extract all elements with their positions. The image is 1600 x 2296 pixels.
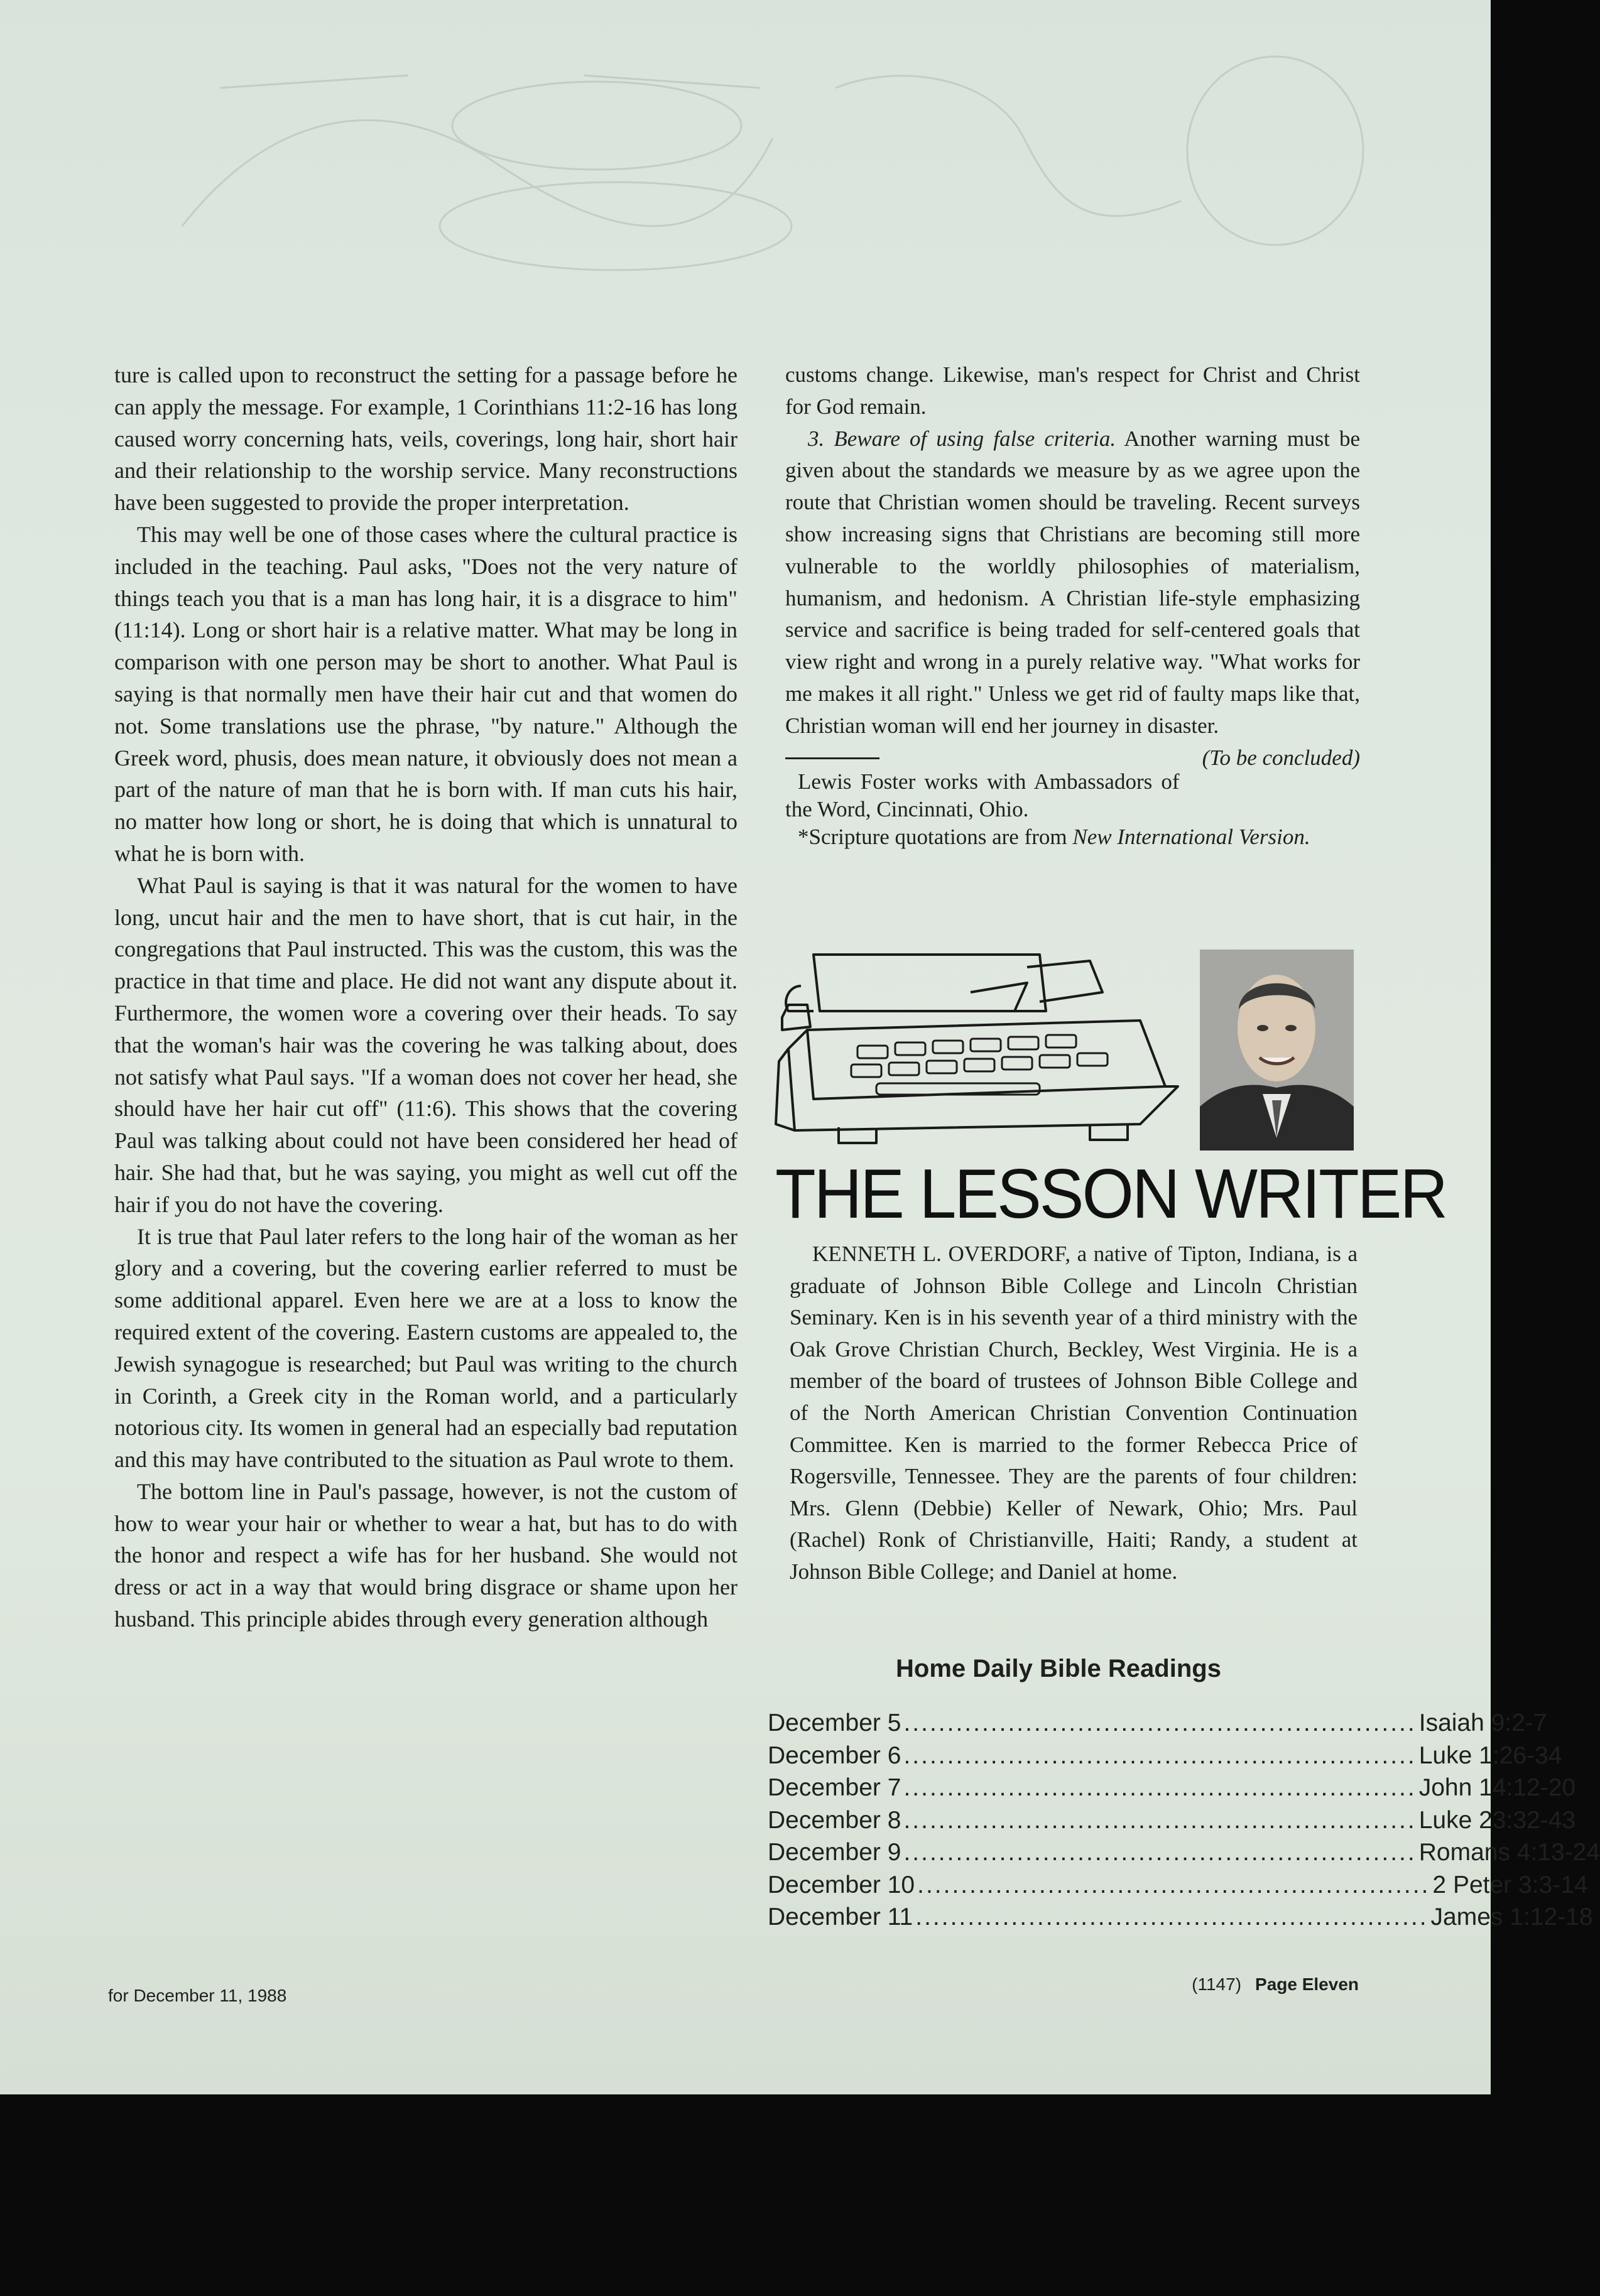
readings-list bbox=[768, 1707, 1600, 1934]
article-paragraph: ture is called upon to reconstruct the setting for a passage before he can apply the message. For example, 1 Corinthians 11:2-16 has long caused worry concerning hats, veils, coverings, long hair, short hair and their relationship to the worship service. Many reconstructions have been suggested to provide the proper interpretation. bbox=[114, 362, 737, 516]
article-paragraph: customs change. Likewise, man's respect for Christ and Christ for God remain. bbox=[785, 362, 1360, 419]
reading-date: December 11 bbox=[768, 1903, 913, 1930]
reading-row bbox=[768, 1869, 1588, 1902]
reading-date: December 9 bbox=[768, 1839, 901, 1866]
reading-date: December 5 bbox=[768, 1709, 901, 1736]
typewriter-illustration bbox=[763, 942, 1197, 1156]
dot-leader: ........................................................... bbox=[903, 1774, 1417, 1801]
footer-page-label: Page Eleven bbox=[1255, 1974, 1359, 1994]
dot-leader: ........................................................... bbox=[903, 1741, 1417, 1769]
dot-leader: ........................................................... bbox=[903, 1839, 1417, 1866]
reading-row bbox=[768, 1901, 1593, 1934]
reading-reference: Romans 4:13-24 bbox=[1418, 1839, 1600, 1866]
dot-leader: ........................................................... bbox=[903, 1806, 1417, 1834]
scripture-note bbox=[785, 823, 1360, 851]
article-paragraph: The bottom line in Paul's passage, however, is not the custom of how to wear your hair or whether to wear a hat, but has to do with the honor and respect a wife has for her husband. She would not dress or act in a way that would bring disgrace or shame upon her husband. This principle abides through every generation although bbox=[114, 1478, 737, 1632]
reading-reference: Luke 1:26-34 bbox=[1418, 1741, 1562, 1769]
endnote-divider bbox=[785, 757, 879, 759]
reading-reference: 2 Peter 3:3-14 bbox=[1432, 1871, 1588, 1898]
footer-running-number: (1147) bbox=[1192, 1974, 1242, 1994]
reading-date: December 7 bbox=[768, 1774, 901, 1801]
lesson-writer-headline: THE LESSON WRITER bbox=[775, 1155, 1447, 1233]
reading-row bbox=[768, 1707, 1547, 1740]
reading-row bbox=[768, 1836, 1600, 1869]
reading-reference: James 1:12-18 bbox=[1430, 1903, 1593, 1930]
dot-leader: ........................................................... bbox=[917, 1871, 1430, 1898]
article-paragraph bbox=[785, 423, 1360, 770]
reading-reference: Isaiah 9:2-7 bbox=[1418, 1709, 1547, 1736]
footer-issue-date: for December 11, 1988 bbox=[108, 1986, 287, 2005]
author-note: Lewis Foster works with Ambassadors of the Word, Cincinnati, Ohio. bbox=[785, 769, 1180, 821]
footer-page-number bbox=[1192, 1974, 1359, 1995]
reading-reference: Luke 23:32-43 bbox=[1418, 1806, 1576, 1834]
lesson-writer-bio: KENNETH L. OVERDORF, a native of Tipton, Indiana, is a graduate of Johnson Bible College and Lincoln Christian Seminary. Ken is in his seventh year of a third ministry with the Oak Grove Christian Church, Beckley, West Virginia. He is a member of the board of trustees of Johnson Bible College and of the North American Christian Convention Continuation Committee. Ken is married to the former Rebecca Price of Rogersville, Tennessee. They are the parents of four children: Mrs. Glenn (Debbie) Keller of Newark, Ohio; Mrs. Paul (Rachel) Ronk of Christianville, Haiti; Randy, a student at Johnson Bible College; and Daniel at home. bbox=[790, 1242, 1358, 1584]
to-be-concluded-note: (To be concluded) bbox=[1202, 745, 1360, 770]
article-paragraph: What Paul is saying is that it was natural for the women to have long, uncut hair and the men to have short, that is cut hair, in the congregations that Paul instructed. This was the custom, this was the practice in that time and place. He did not want any dispute about it. Furthermore, the women wore a covering over their heads. To say that the woman's hair was the covering he was talking about, does not satisfy what Paul says. "If a woman does not cover her head, she should have her hair cut off" (11:6). This shows that the covering Paul was talking about could not have been considered her head of hair. She had that, but he was saying, you might as well cut off the hair if you do not have the covering. bbox=[114, 872, 737, 1217]
scripture-note-version: New International Version. bbox=[1072, 824, 1310, 849]
article-paragraph: It is true that Paul later refers to the long hair of the woman as her glory and a covering, but the covering earlier referred to must be some additional apparel. Even here we are at a loss to know the required extent of the covering. Eastern customs are appealed to, the Jewish synagogue is researched; but Paul was writing to the church in Corinth, a Greek city in the Roman world, and a particularly notorious city. Its women in general had an especially bad reputation and this may have contributed to the situation as Paul wrote to them. bbox=[114, 1223, 737, 1473]
reading-date: December 10 bbox=[768, 1871, 915, 1898]
reading-row bbox=[768, 1740, 1562, 1772]
article-paragraph: This may well be one of those cases where the cultural practice is included in the teaching. Paul asks, "Does not the very nature of things teach you that is a man has long hair, it is a disgrace to him" (11:14). Long or short hair is a relative matter. What may be long in comparison with one person may be short to another. What Paul is saying is that normally men have their hair cut and that women do not. Some translations use the phrase, "by nature." Although the Greek word, phusis, does mean nature, it obviously does not mean a part of the nature of man that he is born with. If man cuts his hair, no matter how long or short, he is doing that which is unnatural to what he is born with. bbox=[114, 521, 737, 866]
section-body: Another warning must be given about the standards we measure by as we agree upon the route that Christian women should be traveling. Recent surveys show increasing signs that Christians are becoming still more vulnerable to the worldly philosophies of materialism, humanism, and hedonism. A Christian life-style emphasizing service and sacrifice is being traded for self-centered goals that view right and wrong in a purely relative way. "What works for me makes it all right." Unless we get rid of faulty maps like that, Christian woman will end her journey in disaster. bbox=[785, 426, 1360, 738]
dot-leader: ........................................................... bbox=[915, 1903, 1429, 1930]
reading-row bbox=[768, 1772, 1576, 1804]
reading-reference: John 14:12-20 bbox=[1418, 1774, 1576, 1801]
article-right-column bbox=[785, 359, 1360, 851]
author-portrait-photo bbox=[1200, 950, 1354, 1151]
scripture-note-prefix: *Scripture quotations are from bbox=[798, 824, 1073, 849]
article-left-column bbox=[114, 359, 737, 1635]
bleed-through-artwork bbox=[144, 38, 1401, 289]
readings-title: Home Daily Bible Readings bbox=[896, 1655, 1221, 1682]
reading-date: December 6 bbox=[768, 1741, 901, 1769]
reading-date: December 8 bbox=[768, 1806, 901, 1834]
reading-row bbox=[768, 1804, 1576, 1837]
dot-leader: ........................................................... bbox=[903, 1709, 1417, 1736]
section-heading: 3. Beware of using false criteria. bbox=[808, 426, 1116, 451]
